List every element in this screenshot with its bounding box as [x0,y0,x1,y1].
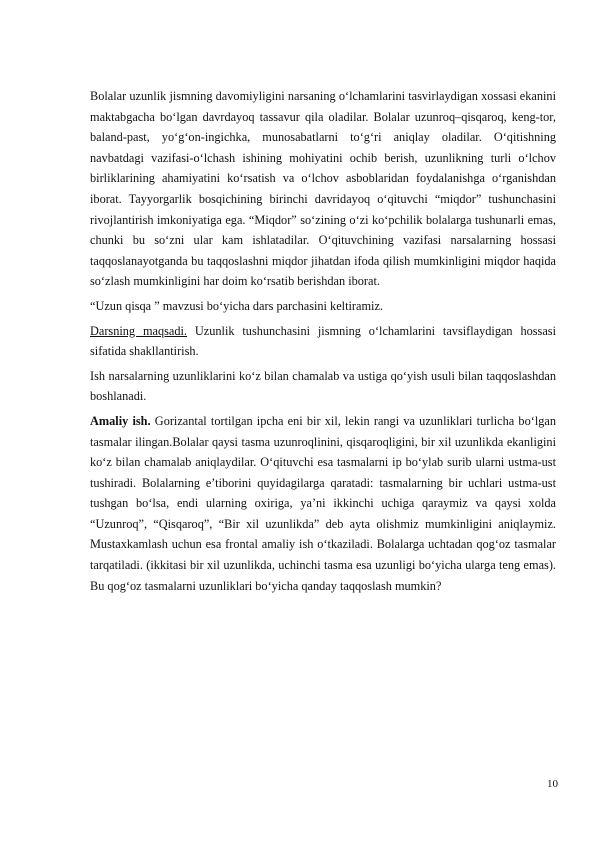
method-text: Ish narsalarning uzunliklarini ko‘z bilan chamalab va ustiga qo‘yish usuli bilan taqqoslashdan boshlanadi. [90,368,556,404]
lesson-topic-text: “Uzun qisqa ” mavzusi bo‘yicha dars parchasini keltiramiz. [90,298,383,313]
paragraph-method [90,366,556,407]
practical-work-label: Amaliy ish. [90,413,151,428]
paragraph-practical-work [90,411,556,596]
lesson-goal-label: Darsning maqsadi. [90,323,188,338]
page-number: 10 [547,778,558,790]
paragraph-lesson-goal [90,321,556,362]
lesson-goal-text: Uzunlik tushunchasini jismning o‘lchamlarini tavsiflaydigan hossasi sifatida shakllantirish. [90,323,556,359]
practical-work-text: Gorizantal tortilgan ipcha eni bir xil, lekin rangi va uzunliklari turlicha bo‘lgan tasmalar ilingan.Bolalar qaysi tasma uzunroqlinini, qisqaroqligini, bir xil uzunlikda ekanligini ko‘z bilan chamalab aniqlaydilar. O‘qituvchi esa tasmalarni ip bo‘ylab surib ularni ustma-ust tushiradi. Bolalarning e’tiborini quyidagilarga qaratadi: tasmalarning bir uchlari ustma-ust tushgan bo‘lsa, endi ularning oxiriga, ya’ni ikkinchi uchiga qaraymiz va qaysi xolda “Uzunroq”, “Qisqaroq”, “Bir xil uzunlikda” deb ayta olishmiz mumkinligini aniqlaymiz. Mustaxkamlash uchun esa frontal amaliy ish o‘tkaziladi. Bolalarga uchtadan qog‘oz tasmalar tarqatiladi. (ikkitasi bir xil uzunlikda, uchinchi tasma esa uzunligi bo‘yicha ularga teng emas). Bu qog‘oz tasmalarni uzunliklari bo‘yicha qanday taqqoslash mumkin? [90,413,556,593]
paragraph-intro-text: Bolalar uzunlik jismning davomiyligini narsaning o‘lchamlarini tasvirlaydigan xossasi ekanini maktabgacha bo‘lgan davrdayoq tassavur qila oladilar. Bolalar uzunroq–qisqaroq, keng-tor, baland-past, yo‘g‘on-ingichka, munosabatlarni to‘g‘ri aniqlay oladilar. O‘qitishning navbatdagi vazifasi-o‘lchash ishining mohiyatini ochib berish, uzunlikning turli o‘lchov birliklarining ahamiyatini ko‘rsatish va o‘lchov asboblaridan foydalanishga o‘rganishdan iborat. Tayyorgarlik bosqichining birinchi davridayoq o‘qituvchi “miqdor” tushunchasini rivojlantirish imkoniyatiga ega. “Miqdor” so‘zining o‘zi ko‘pchilik bolalarga tushunarli emas, chunki bu so‘zni ular kam ishlatadilar. O‘qituvchining vazifasi narsalarning hossasi taqqoslanayotganda bu taqqoslashni miqdor jihatdan ifoda qilish mumkinligini miqdor haqida so‘zlash mumkinligini har doim ko‘rsatib berishdan iborat. [90,89,556,289]
document-body [90,86,556,596]
paragraph-intro [90,86,556,292]
paragraph-lesson-topic [90,296,556,317]
